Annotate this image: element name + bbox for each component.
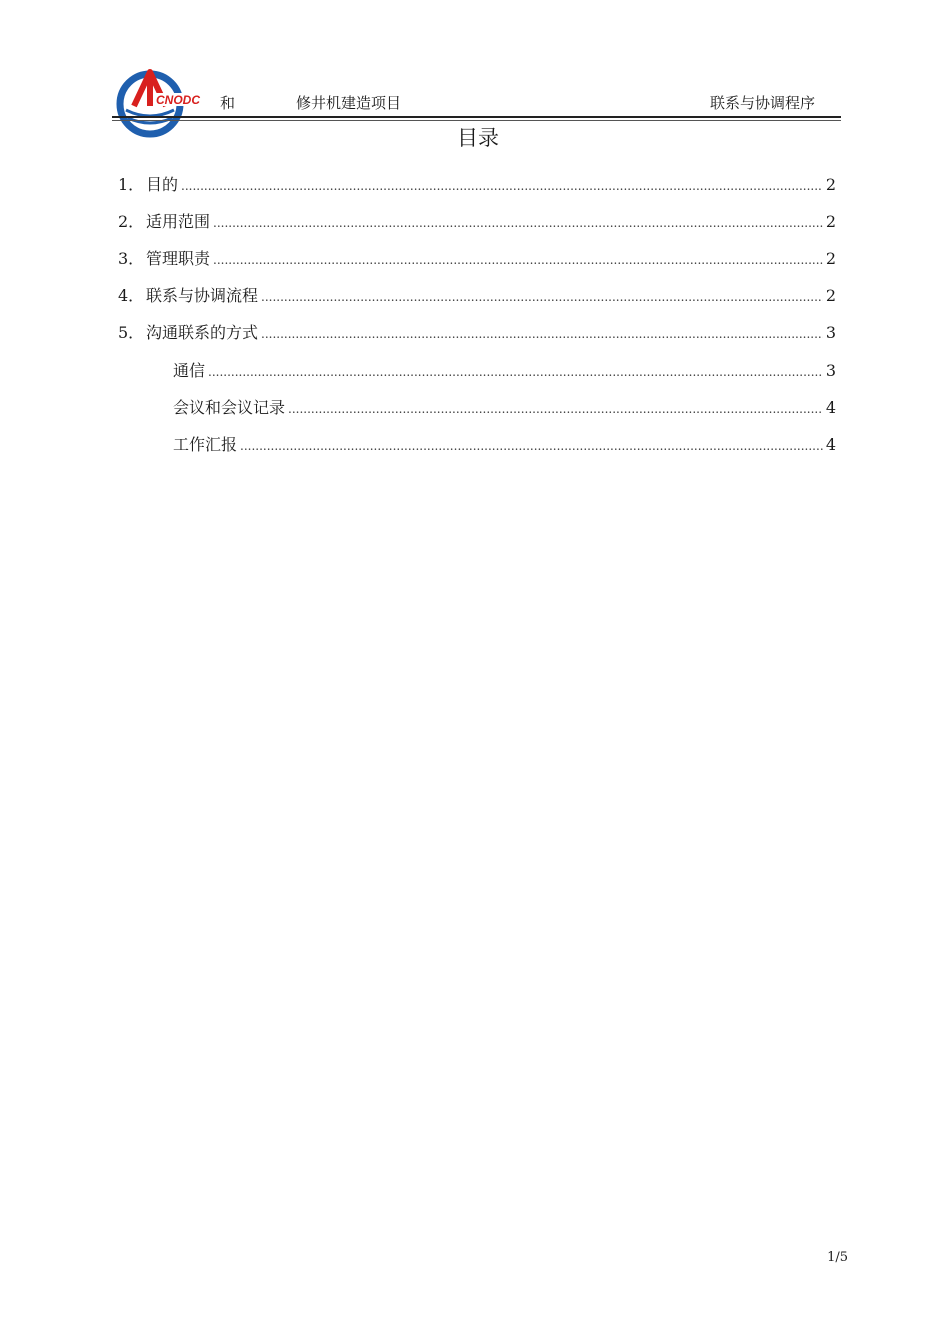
header-doc-title: 联系与协调程序 (710, 94, 816, 112)
header-rule (112, 116, 841, 118)
toc-leader-dots (208, 361, 823, 383)
toc-entry[interactable] (118, 174, 836, 197)
toc-entry-label: 通信 (173, 361, 206, 380)
toc-leader-dots (213, 212, 823, 234)
header-rule-thin (112, 120, 841, 121)
header-project-title: 修井机建造项目 (296, 94, 402, 112)
toc-entry-label: 联系与协调流程 (146, 286, 259, 305)
header-left-label: 和 (220, 94, 236, 112)
toc-entry[interactable] (118, 322, 836, 345)
toc-entry-number: 5． (118, 323, 145, 342)
toc-entry[interactable] (118, 285, 836, 308)
toc-entry-label: 会议和会议记录 (173, 398, 286, 417)
toc-entry-page: 4 (825, 398, 836, 417)
toc-entry-number: 2． (118, 212, 145, 231)
page-number: 1/5 (827, 1250, 848, 1265)
toc-entry-label: 目的 (146, 175, 179, 194)
toc-leader-dots (240, 435, 823, 457)
toc-leader-dots (261, 286, 823, 308)
toc-subentry[interactable] (173, 397, 836, 420)
toc-entry[interactable] (118, 211, 836, 234)
toc-entry-page: 3 (825, 323, 836, 342)
toc-entry-page: 2 (825, 175, 836, 194)
toc-entry-label: 沟通联系的方式 (146, 323, 259, 342)
toc-title: 目录 (457, 126, 499, 150)
toc-entry-label: 管理职责 (146, 249, 211, 268)
logo-text: CNODC (156, 93, 200, 107)
toc-entry[interactable] (118, 248, 836, 271)
toc-leader-dots (288, 398, 823, 420)
toc-entry-page: 2 (825, 212, 836, 231)
toc-entry-page: 2 (825, 286, 836, 305)
toc-entry-number: 1． (118, 175, 145, 194)
toc-subentry[interactable] (173, 434, 836, 457)
toc-entry-page: 4 (825, 435, 836, 454)
toc-leader-dots (181, 175, 823, 197)
toc-entry-number: 3． (118, 249, 145, 268)
toc-entry-label: 适用范围 (146, 212, 211, 231)
toc-leader-dots (261, 323, 823, 345)
toc-subentry[interactable] (173, 360, 836, 383)
toc-entry-page: 2 (825, 249, 836, 268)
toc-entry-label: 工作汇报 (173, 435, 238, 454)
toc-entry-page: 3 (825, 361, 836, 380)
toc-entry-number: 4． (118, 286, 145, 305)
toc-leader-dots (213, 249, 823, 271)
